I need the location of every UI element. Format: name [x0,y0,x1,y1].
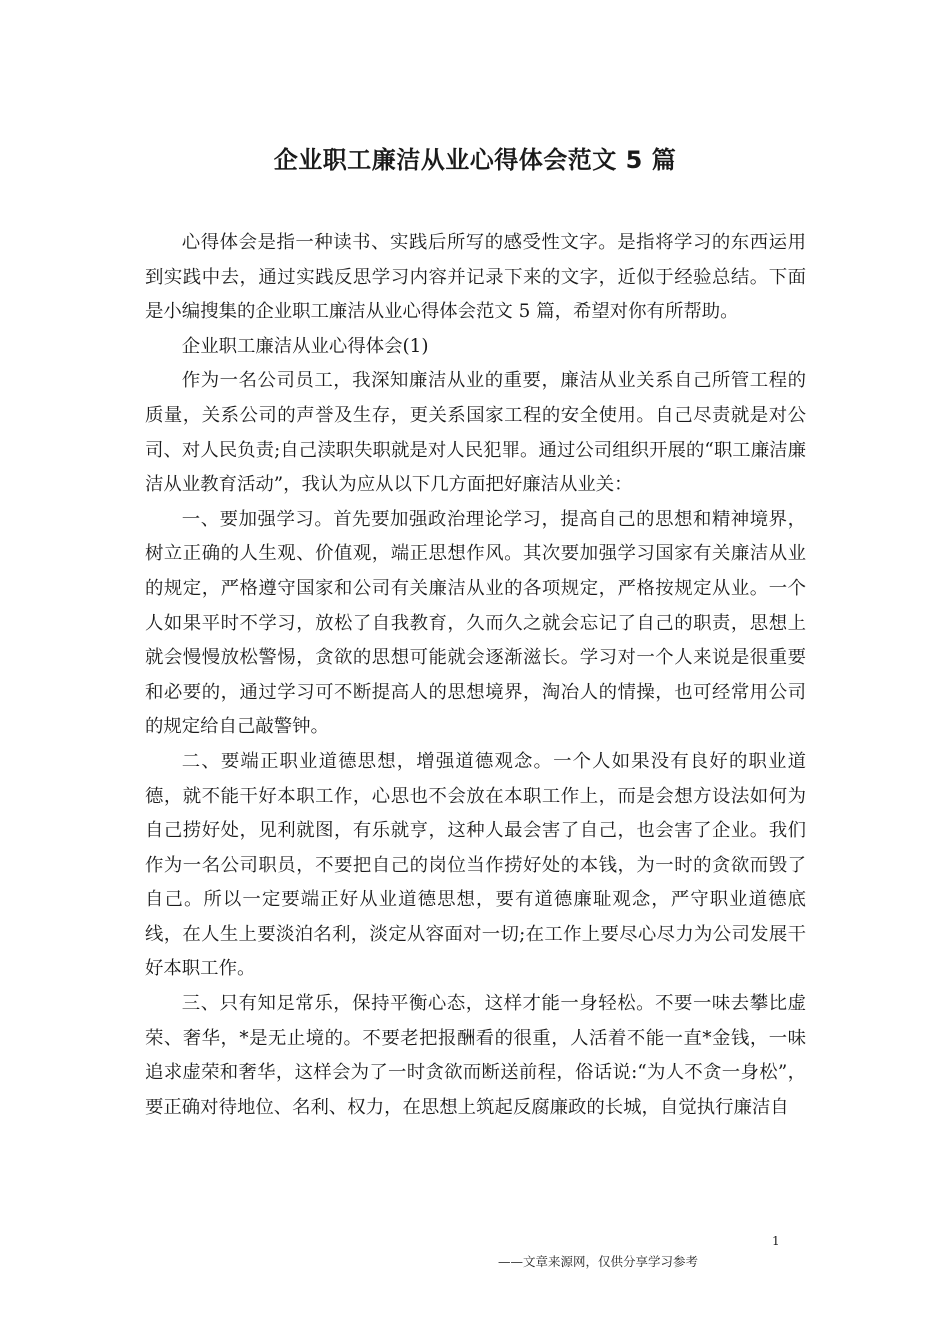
body-paragraph: 二、要端正职业道德思想，增强道德观念。一个人如果没有良好的职业道德，就不能干好本职工作，心思也不会放在本职工作上，而是会想方设法如何为自己捞好处，见利就图，有乐就亨，这种人最会害了自己，也会害了企业。我们作为一名公司职员，不要把自己的岗位当作捞好处的本钱，为一时的贪欲而毁了自己。所以一定要端正好从业道德思想，要有道德廉耻观念，严守职业道德底线，在人生上要淡泊名利，淡定从容面对一切;在工作上要尽心尽力为公司发展干好本职工作。 [145,750,806,980]
body-paragraph: 三、只有知足常乐，保持平衡心态，这样才能一身轻松。不要一味去攀比虚荣、奢华，*是无止境的。不要老把报酬看的很重，人活着不能一直*金钱，一味追求虚荣和奢华，这样会为了一时贪欲而断送前程，俗话说:“为人不贪一身松”，要正确对待地位、名利、权力，在思想上筑起反腐廉政的长城，自觉执行廉洁自 [145,993,806,1118]
document-title: 企业职工廉洁从业心得体会范文 5 篇 [273,146,677,174]
section-heading: 企业职工廉洁从业心得体会(1) [181,335,429,357]
document-body [145,226,806,1125]
intro-paragraph: 心得体会是指一种读书、实践后所写的感受性文字。是指将学习的东西运用到实践中去，通过实践反思学习内容并记录下来的文字，近似于经验总结。下面是小编搜集的企业职工廉洁从业心得体会范文 5 篇，希望对你有所帮助。 [145,232,806,323]
footer-note: ——文章来源网，仅供分享学习参考 [498,1254,699,1269]
body-paragraph: 作为一名公司员工，我深知廉洁从业的重要，廉洁从业关系自己所管工程的质量，关系公司的声誉及生存，更关系国家工程的安全使用。自己尽责就是对公司、对人民负责;自己渎职失职就是对人民犯罪。通过公司组织开展的“职工廉洁廉洁从业教育活动”，我认为应从以下几方面把好廉洁从业关： [145,370,806,496]
body-paragraph: 一、要加强学习。首先要加强政治理论学习，提高自己的思想和精神境界，树立正确的人生观、价值观，端正思想作风。其次要加强学习国家有关廉洁从业的规定，严格遵守国家和公司有关廉洁从业的各项规定，严格按规定从业。一个人如果平时不学习，放松了自我教育，久而久之就会忘记了自己的职责，思想上就会慢慢放松警惕，贪欲的思想可能就会逐渐滋长。学习对一个人来说是很重要和必要的，通过学习可不断提高人的思想境界，淘冶人的情操，也可经常用公司的规定给自己敲警钟。 [145,508,806,738]
page-number: 1 [772,1234,780,1248]
